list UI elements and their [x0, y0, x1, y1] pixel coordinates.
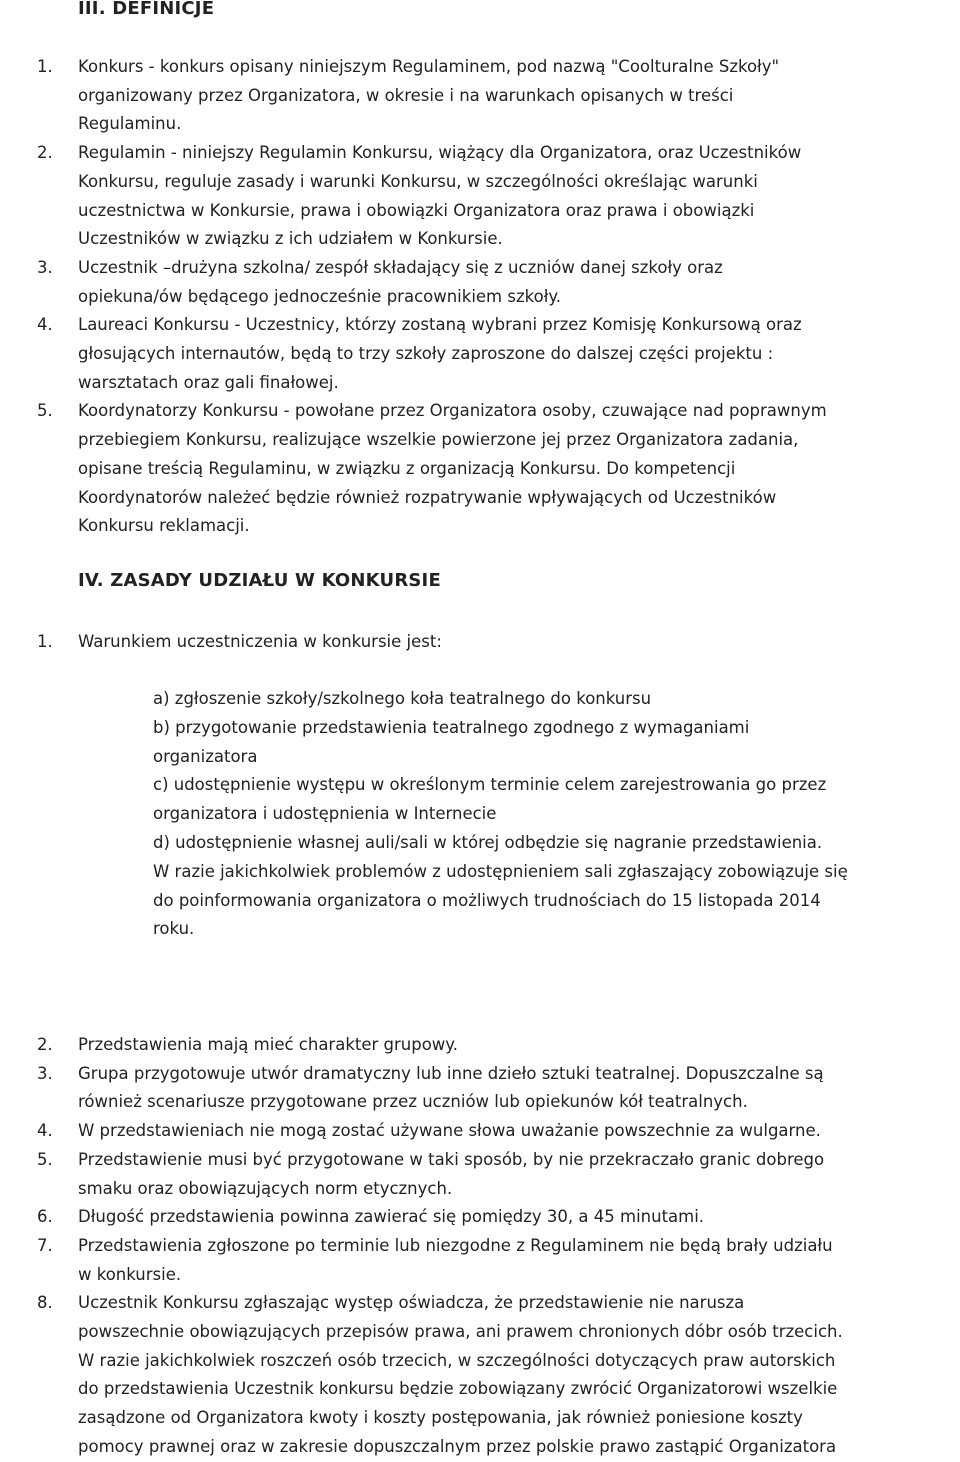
item-text-line: do przedstawienia Uczestnik konkursu będzie zobowiązany zwrócić Organizatorowi wszelkie	[78, 1379, 838, 1399]
item-text-line: Konkursu, reguluje zasady i warunki Konkursu, w szczególności określając warunki	[78, 171, 758, 191]
item-text-line: organizowany przez Organizatora, w okresie i na warunkach opisanych w treści	[78, 85, 734, 105]
item-text-line: W razie jakichkolwiek roszczeń osób trzecich, w szczególności dotyczących praw autorskich	[78, 1350, 836, 1370]
rules-list	[0, 1031, 960, 1462]
condition-line: organizatora	[153, 746, 258, 766]
item-text-line: Długość przedstawienia powinna zawierać się pomiędzy 30, a 45 minutami.	[78, 1207, 705, 1227]
item-text-line: w konkursie.	[78, 1264, 182, 1284]
item-text-line: również scenariusze przygotowane przez uczniów lub opiekunów kół teatralnych.	[78, 1092, 748, 1112]
section-heading-zasady: IV. ZASADY UDZIAŁU W KONKURSIE	[78, 570, 441, 591]
item-text-line: Uczestnik Konkursu zgłaszając występ oświadcza, że przedstawienie nie narusza	[78, 1293, 745, 1313]
item-number: 1.	[37, 57, 53, 76]
item-text-line: opisane treścią Regulaminu, w związku z organizacją Konkursu. Do kompetencji	[78, 458, 736, 478]
item-text-line: pomocy prawnej oraz w zakresie dopuszczalnym przez polskie prawo zastąpić Organizatora	[78, 1436, 837, 1456]
item-number: 6.	[37, 1207, 53, 1227]
item-number: 7.	[37, 1235, 53, 1255]
item-text-line: Koordynatorów należeć będzie również rozpatrywanie wpływających od Uczestników	[78, 487, 777, 507]
rule-item	[0, 1232, 960, 1289]
definition-item	[0, 397, 960, 541]
rule-item	[0, 1203, 960, 1232]
condition-line: organizatora i udostępnienia w Internecie	[153, 804, 497, 824]
rule-item	[0, 1146, 960, 1203]
item-text-line: Przedstawienia zgłoszone po terminie lub niezgodne z Regulaminem nie będą brały udziału	[78, 1235, 833, 1255]
item-text-line: powszechnie obowiązujących przepisów prawa, ani prawem chronionych dóbr osób trzecich.	[78, 1322, 843, 1342]
condition-line: W razie jakichkolwiek problemów z udostępnieniem sali zgłaszający zobowiązuje się	[153, 861, 848, 881]
item-text-line: warsztatach oraz gali finałowej.	[78, 372, 339, 392]
item-text-line: przebiegiem Konkursu, realizujące wszelkie powierzone jej przez Organizatora zadania,	[78, 430, 799, 450]
item-text-line: Przedstawienie musi być przygotowane w taki sposób, by nie przekraczało granic dobrego	[78, 1149, 825, 1169]
item-text-line: Koordynatorzy Konkursu - powołane przez Organizatora osoby, czuwające nad poprawnym	[78, 401, 827, 421]
rule-item	[0, 628, 960, 657]
item-text-line: Konkursu reklamacji.	[78, 516, 250, 536]
item-number: 4.	[37, 315, 53, 335]
rule-item	[0, 1117, 960, 1146]
item-text-line: uczestnictwa w Konkursie, prawa i obowiązki Organizatora oraz prawa i obowiązki	[78, 200, 755, 220]
rule-item	[0, 1060, 960, 1117]
definition-item	[0, 139, 960, 254]
item-number: 3.	[37, 1063, 53, 1083]
rules-intro-list	[0, 628, 960, 657]
item-number: 4.	[37, 1121, 53, 1141]
item-text-line: głosujących internautów, będą to trzy szkoły zaproszone do dalszej części projektu :	[78, 344, 774, 364]
definition-item	[0, 254, 960, 311]
item-text-line: smaku oraz obowiązujących norm etycznych.	[78, 1178, 453, 1198]
definition-item	[0, 311, 960, 397]
item-text-line: Grupa przygotowuje utwór dramatyczny lub inne dzieło sztuki teatralnej. Dopuszczalne są	[78, 1063, 824, 1083]
item-text-line: Regulaminu.	[78, 114, 182, 134]
item-text-line: Przedstawienia mają mieć charakter grupowy.	[78, 1035, 458, 1054]
section-heading-definicje: III. DEFINICJE	[78, 0, 215, 19]
condition-line: b) przygotowanie przedstawienia teatralnego zgodnego z wymaganiami	[153, 717, 750, 737]
participation-conditions-list	[0, 685, 960, 944]
item-text-line: zasądzone od Organizatora kwoty i koszty postępowania, jak również poniesione koszty	[78, 1408, 803, 1428]
item-number: 3.	[37, 257, 53, 277]
item-text-line: Konkurs - konkurs opisany niniejszym Regulaminem, pod nazwą "Coolturalne Szkoły"	[78, 57, 780, 76]
item-number: 1.	[37, 632, 53, 651]
rule-item	[0, 1031, 960, 1060]
condition-line: c) udostępnienie występu w określonym terminie celem zarejestrowania go przez	[153, 775, 827, 795]
condition-line: d) udostępnienie własnej auli/sali w której odbędzie się nagranie przedstawienia.	[153, 832, 823, 852]
item-text-line: opiekuna/ów będącego jednocześnie pracownikiem szkoły.	[78, 286, 562, 306]
item-number: 5.	[37, 401, 53, 421]
item-number: 2.	[37, 1035, 53, 1054]
item-text-line: Laureaci Konkursu - Uczestnicy, którzy zostaną wybrani przez Komisję Konkursową oraz	[78, 315, 802, 335]
definition-item	[0, 53, 960, 139]
definitions-list	[0, 53, 960, 541]
condition-line: a) zgłoszenie szkoły/szkolnego koła teatralnego do konkursu	[153, 689, 652, 708]
rule-item	[0, 1289, 960, 1461]
condition-line: roku.	[153, 919, 195, 939]
item-text-line: Regulamin - niniejszy Regulamin Konkursu, wiążący dla Organizatora, oraz Uczestników	[78, 143, 802, 163]
item-text-line: Uczestnik –drużyna szkolna/ zespół składający się z uczniów danej szkoły oraz	[78, 257, 723, 277]
item-number: 5.	[37, 1149, 53, 1169]
item-text-line: Uczestników w związku z ich udziałem w Konkursie.	[78, 229, 503, 249]
item-text-line: W przedstawieniach nie mogą zostać używane słowa uważanie powszechnie za wulgarne.	[78, 1121, 821, 1141]
item-number: 2.	[37, 143, 53, 163]
condition-line: do poinformowania organizatora o możliwych trudnościach do 15 listopada 2014	[153, 890, 821, 910]
item-number: 8.	[37, 1293, 53, 1313]
item-text-line: Warunkiem uczestniczenia w konkursie jest:	[78, 632, 442, 651]
